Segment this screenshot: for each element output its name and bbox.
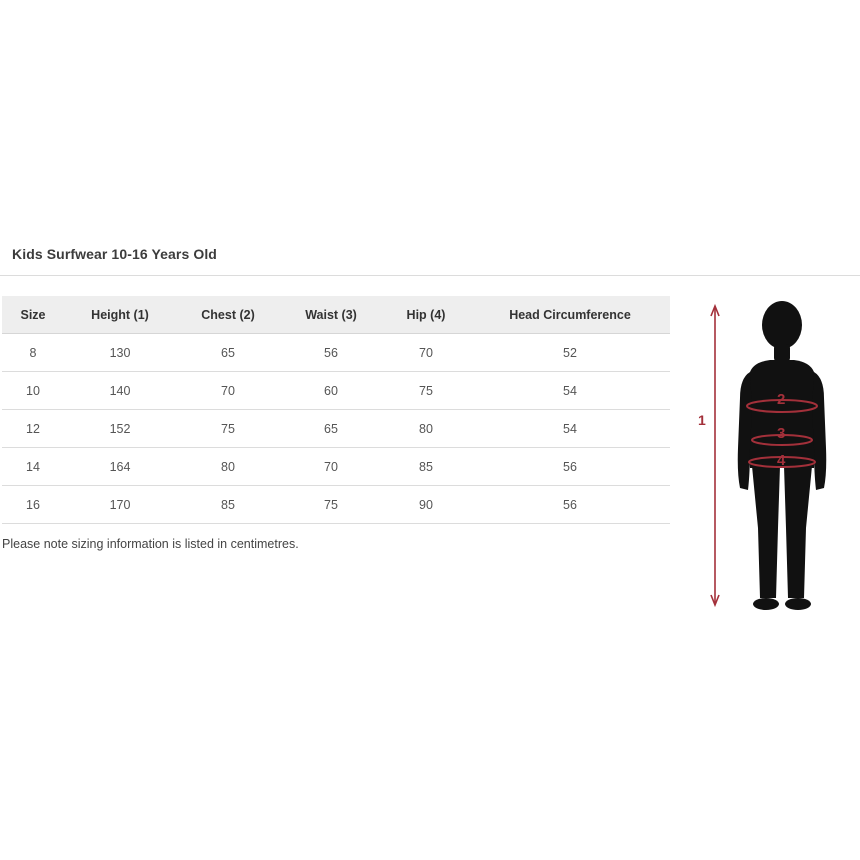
table-row xyxy=(2,334,670,372)
cell-hip: 80 xyxy=(382,410,470,448)
table-row xyxy=(2,448,670,486)
measurement-figure xyxy=(690,298,850,618)
header-head-circumference: Head Circumference xyxy=(470,296,670,334)
waist-label: 3 xyxy=(777,425,786,442)
cell-height: 164 xyxy=(64,448,176,486)
cell-hip: 85 xyxy=(382,448,470,486)
cell-size: 12 xyxy=(2,410,64,448)
cell-head: 56 xyxy=(470,448,670,486)
cell-size: 10 xyxy=(2,372,64,410)
header-waist: Waist (3) xyxy=(280,296,382,334)
table-row xyxy=(2,372,670,410)
header-size: Size xyxy=(2,296,64,334)
cell-chest: 80 xyxy=(176,448,280,486)
cell-size: 16 xyxy=(2,486,64,524)
cell-waist: 70 xyxy=(280,448,382,486)
cell-height: 140 xyxy=(64,372,176,410)
cell-size: 14 xyxy=(2,448,64,486)
table-row xyxy=(2,486,670,524)
chart-title: Kids Surfwear 10-16 Years Old xyxy=(12,246,217,262)
table-row xyxy=(2,410,670,448)
cell-head: 54 xyxy=(470,410,670,448)
cell-head: 56 xyxy=(470,486,670,524)
cell-chest: 70 xyxy=(176,372,280,410)
header-height: Height (1) xyxy=(64,296,176,334)
title-divider xyxy=(0,275,860,276)
cell-hip: 90 xyxy=(382,486,470,524)
cell-waist: 60 xyxy=(280,372,382,410)
cell-height: 170 xyxy=(64,486,176,524)
cell-waist: 56 xyxy=(280,334,382,372)
sizing-note: Please note sizing information is listed in centimetres. xyxy=(2,537,299,551)
hip-label: 4 xyxy=(777,452,786,469)
size-table xyxy=(2,296,670,524)
header-hip: Hip (4) xyxy=(382,296,470,334)
cell-chest: 85 xyxy=(176,486,280,524)
cell-head: 52 xyxy=(470,334,670,372)
cell-chest: 65 xyxy=(176,334,280,372)
cell-size: 8 xyxy=(2,334,64,372)
cell-hip: 75 xyxy=(382,372,470,410)
cell-waist: 75 xyxy=(280,486,382,524)
height-arrow xyxy=(711,306,719,605)
cell-height: 130 xyxy=(64,334,176,372)
header-chest: Chest (2) xyxy=(176,296,280,334)
cell-hip: 70 xyxy=(382,334,470,372)
height-label: 1 xyxy=(698,412,706,428)
cell-height: 152 xyxy=(64,410,176,448)
cell-waist: 65 xyxy=(280,410,382,448)
chest-label: 2 xyxy=(777,391,786,408)
cell-chest: 75 xyxy=(176,410,280,448)
cell-head: 54 xyxy=(470,372,670,410)
table-header-row xyxy=(2,296,670,334)
